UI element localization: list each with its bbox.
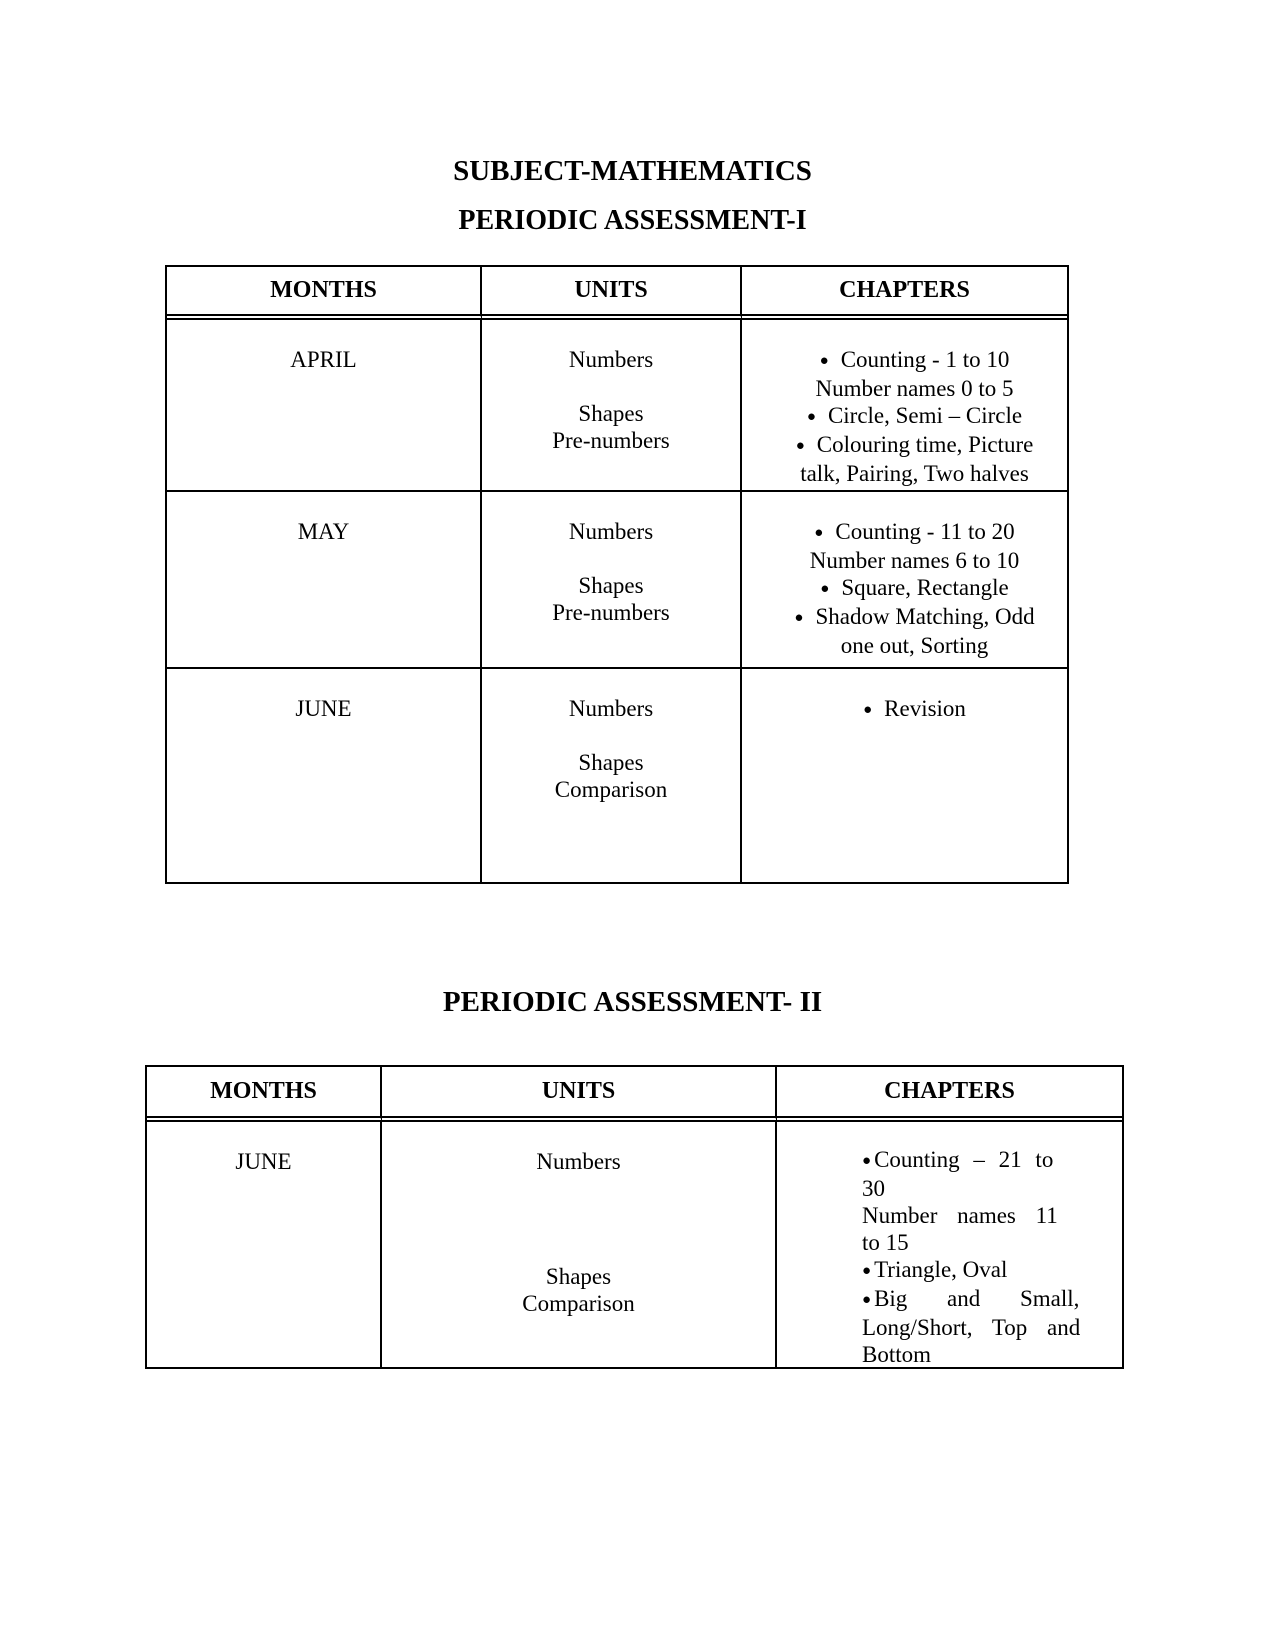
unit-label: Numbers [568,696,654,721]
unit-label: Comparison [522,1291,635,1316]
unit-label: Shapes [578,401,644,426]
header-units: UNITS [482,267,742,320]
table-row-april-units [482,320,742,492]
chapter-text: Square, Rectangle [841,575,1009,600]
bullet-icon: ● [814,525,824,541]
chapter-text: Triangle, Oval [874,1257,1008,1282]
chapter-text: Shadow Matching, Odd [815,604,1035,629]
chapter-line: to 15 [862,1230,909,1255]
unit-label: Shapes [578,750,644,775]
chapter-line [862,1256,1092,1285]
header-units: UNITS [382,1067,777,1122]
chapter-line [772,695,1057,724]
bullet-icon: ● [863,702,873,718]
chapter-line [862,1285,1092,1314]
unit-label: Shapes [578,573,644,598]
chapter-line [862,1146,1092,1175]
bullet-icon: ● [806,409,816,425]
chapter-text: Circle, Semi – Circle [827,403,1023,428]
chapter-text: Counting - 1 to 10 [840,347,1010,372]
unit-label: Pre-numbers [552,428,670,453]
chapter-line [772,431,1057,460]
chapter-line [772,574,1057,603]
month-label: JUNE [295,696,352,721]
table-row-june2-units [382,1122,777,1367]
chapter-line: Bottom [862,1342,932,1367]
table-row-may-month [167,492,482,669]
month-label: JUNE [235,1149,292,1174]
chapter-text: Big and Small, [874,1286,1080,1311]
bullet-icon: ● [820,581,830,597]
table-row-june-month [167,669,482,882]
header-months: MONTHS [147,1067,382,1122]
table-row-april-month [167,320,482,492]
unit-label: Numbers [536,1149,621,1174]
chapter-line: Number names 6 to 10 [809,548,1020,573]
month-label: APRIL [290,347,357,372]
header-chapters: CHAPTERS [742,267,1067,320]
chapter-line: one out, Sorting [840,633,989,658]
unit-label: Pre-numbers [552,600,670,625]
chapter-text: Counting - 11 to 20 [835,519,1015,544]
chapter-line [772,346,1057,375]
bullet-icon: ● [862,1153,872,1169]
bullet-icon: ● [862,1292,872,1308]
assessment1-title: PERIODIC ASSESSMENT-I [458,205,807,236]
chapter-line [772,402,1057,431]
unit-label: Numbers [568,519,654,544]
chapter-text: Revision [884,696,966,721]
unit-label: Numbers [568,347,654,372]
assessment2-table [145,1065,1124,1369]
chapter-line [772,518,1057,547]
header-months: MONTHS [167,267,482,320]
chapter-text: Counting – 21 to [874,1147,1054,1172]
assessment2-title: PERIODIC ASSESSMENT- II [442,986,823,1018]
bullet-icon: ● [794,610,804,626]
table-row-june2-month [147,1122,382,1367]
chapter-line: Number names 11 [862,1203,1058,1228]
chapter-line: Long/Short, Top and [862,1315,1081,1340]
unit-label: Comparison [554,777,668,802]
chapter-line: talk, Pairing, Two halves [800,461,1029,486]
bullet-icon: ● [795,438,805,454]
header-chapters: CHAPTERS [777,1067,1122,1122]
table-row-may-units [482,492,742,669]
table-row-june-units [482,669,742,882]
table-row-june-chapters [742,669,1067,882]
bullet-icon: ● [819,353,829,369]
subject-title: SUBJECT-MATHEMATICS [453,155,812,187]
assessment1-table [165,265,1069,884]
bullet-icon: ● [862,1263,872,1279]
month-label: MAY [297,519,350,544]
unit-label: Shapes [545,1264,612,1289]
table-row-june2-chapters [777,1122,1122,1367]
chapter-line: 30 [862,1176,885,1201]
chapter-line [772,603,1057,632]
table-row-may-chapters [742,492,1067,669]
chapter-text: Colouring time, Picture [816,432,1034,457]
table-row-april-chapters [742,320,1067,492]
chapter-line: Number names 0 to 5 [815,376,1014,401]
